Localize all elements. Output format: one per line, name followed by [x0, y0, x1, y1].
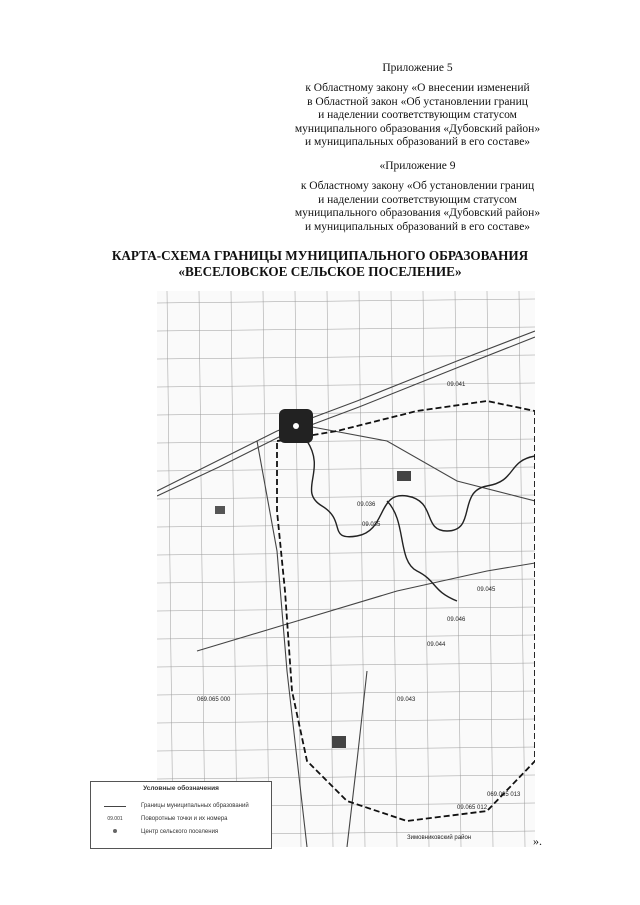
boundary-map	[157, 291, 535, 847]
map-title-line1: КАРТА-СХЕМА ГРАНИЦЫ МУНИЦИПАЛЬНОГО ОБРАЗОВАНИЯ	[111, 248, 529, 263]
boundary-line	[277, 401, 535, 821]
boundary-line-icon	[101, 803, 129, 809]
boundary-point-label: 069.065 000	[197, 697, 231, 703]
legend-item-points	[101, 815, 228, 823]
boundary-point-label: 09.046	[447, 617, 466, 623]
appendix9-heading	[250, 160, 585, 174]
boundary-point-label: 09.045	[477, 587, 496, 593]
map-drawing	[157, 291, 535, 847]
boundary-point-label: 09.036	[357, 502, 376, 508]
legend-item-boundary	[101, 802, 249, 810]
appendix9-body	[250, 180, 585, 234]
appendix9-heading-text: «Приложение 9	[379, 160, 456, 172]
closing-mark: ».	[533, 834, 542, 848]
map-grid	[157, 291, 535, 847]
appendix5-body	[250, 82, 585, 150]
boundary-point-label: 09.035	[362, 522, 381, 528]
boundary-point-label: 09.043	[397, 697, 416, 703]
appendix9-line: и муниципальных образований в его составе»	[304, 220, 531, 233]
appendix5-line: к Областному закону «О внесении изменений	[305, 82, 530, 94]
map-title-line2: «ВЕСЕЛОВСКОЕ СЕЛЬСКОЕ ПОСЕЛЕНИЕ»	[178, 264, 462, 279]
appendix5-line: в Областной закон «Об установлении границ	[307, 95, 528, 108]
appendix5-heading	[250, 62, 585, 76]
boundary-point-label: 09.041	[447, 382, 466, 388]
center-dot-icon	[101, 829, 129, 835]
legend-label: Границы муниципальных образований	[141, 803, 249, 809]
place-label: Зимовниковский район	[407, 835, 472, 841]
appendix5-heading-text: Приложение 5	[382, 62, 453, 74]
legend-item-center	[101, 828, 218, 836]
appendix9-line: муниципального образования «Дубовский район»	[294, 207, 541, 220]
map-legend	[90, 781, 272, 849]
appendix9-line: к Областному закону «Об установлении границ	[300, 180, 535, 192]
river	[307, 441, 535, 601]
appendix5-line: и муниципальных образований в его составе»	[304, 136, 531, 149]
appendix5-line: муниципального образования «Дубовский район»	[294, 122, 541, 135]
appendix5-line: и наделении соответствующим статусом	[318, 109, 517, 122]
legend-label: Центр сельского поселения	[141, 829, 219, 835]
boundary-point-label: 09.065 012	[457, 805, 488, 811]
legend-title: Условные обозначения	[143, 785, 219, 792]
legend-label: Поворотные точки и их номера	[141, 816, 228, 822]
appendix9-line: и наделении соответствующим статусом	[318, 193, 517, 206]
boundary-point-label: 09.044	[427, 642, 446, 648]
point-code-icon: 09.001	[107, 816, 123, 822]
settlements	[215, 409, 411, 748]
boundary-point-label: 069.065 013	[487, 792, 521, 798]
